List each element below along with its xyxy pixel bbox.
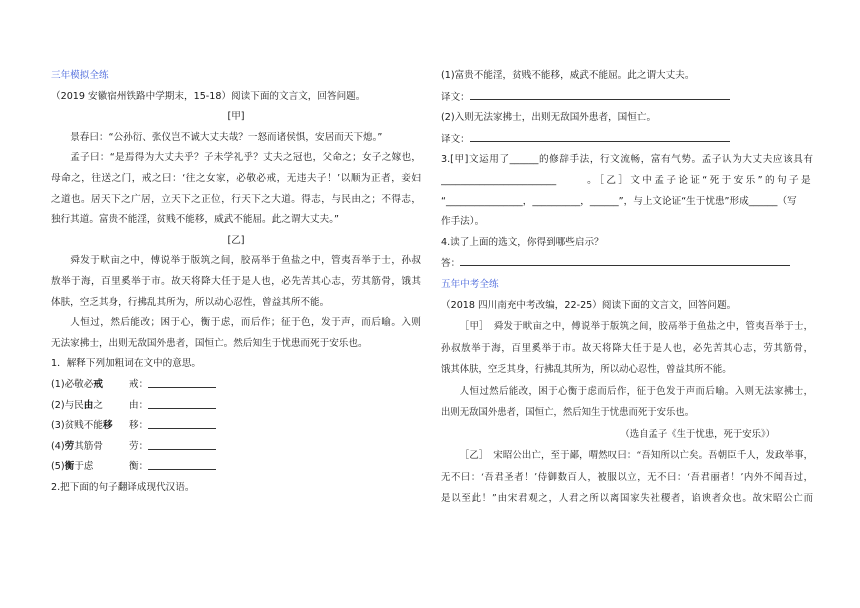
passage-label-jia: [甲]: [227, 111, 245, 123]
vocab-item: [51, 375, 421, 396]
passage-text: 景春曰：“公孙衍、张仪岂不诚大丈夫哉？一怒而诸侯惧，安居而天下熄。”: [70, 131, 383, 143]
translation-label: 译文：: [441, 133, 470, 145]
vocab-item: [51, 437, 421, 458]
passage-source: （2018 四川南充中考改编，22-25）阅读下面的文言文，回答问题。: [441, 299, 737, 311]
translation-label: 译文：: [441, 91, 470, 103]
question-text: 。［乙］文中孟子论证“死于安乐”的句子是: [587, 174, 813, 186]
passage-text: ［乙］ 宋昭公出亡，至于鄙，喟然叹曰：“吾知所以亡矣。吾朝臣千人，发政举事，: [459, 450, 813, 462]
passage-text: 孙叔敖举于海，百里奚举于市。故天将降大任于是人也，必先苦其心志，劳其筋骨，: [441, 342, 813, 354]
sentence-2: (2)入则无法家拂士，出则无敌国外患者，国恒亡。: [441, 112, 657, 124]
vocab-item: [51, 396, 421, 417]
answer-label: 衡：: [129, 461, 149, 473]
passage-text: 无法家拂士，出则无敌国外患者，国恒亡。然后知生于忧患而死于安乐也。: [51, 337, 368, 349]
item-number: (1): [51, 378, 65, 390]
translation-row: [441, 87, 813, 109]
bold-word: 戒: [93, 378, 103, 390]
answer-row: [441, 253, 813, 275]
question-3-line-2: [441, 171, 813, 192]
answer-blank[interactable]: [148, 437, 216, 450]
passage-text: 敖举于海，百里奚举于市。故天将降大任于是人也，必先苦其心志，劳其筋骨，饿其: [51, 275, 421, 287]
passage-text: 人恒过然后能改，困于心衡于虑而后作，征于色发于声而后喻。入则无法家拂士，: [459, 385, 813, 397]
bold-word: 劳: [64, 440, 75, 452]
passage-text: 体肤，空乏其身，行拂乱其所为，所以动心忍性，曾益其所不能。: [51, 296, 330, 308]
sentence-1: (1)富贵不能淫，贫贱不能移，威武不能屈。此之谓大丈夫。: [441, 70, 695, 81]
question-2: 2.把下面的句子翻译成现代汉语。: [51, 481, 195, 493]
bold-word: 由: [83, 399, 94, 411]
passage-text: 舜发于畎亩之中，傅说举于版筑之间，胶鬲举于鱼盐之中，管夷吾举于士，孙叔: [70, 255, 421, 267]
item-number: (3): [51, 420, 65, 432]
answer-label: 答：: [441, 258, 461, 270]
fill-blank[interactable]: ________________________: [441, 174, 557, 186]
translation-blank[interactable]: [470, 87, 730, 100]
answer-label: 由：: [129, 399, 149, 411]
passage-text: 饿其体肤，空乏其身，行拂乱其所为，所以动心忍性，曾益其所不能。: [441, 364, 732, 376]
passage-text: ［甲］ 舜发于畎亩之中，傅说举于版筑之间，胶鬲举于鱼盐之中，管夷吾举于士，: [459, 321, 813, 333]
passage-label-yi: [乙]: [227, 234, 245, 246]
item-number: (2): [51, 399, 65, 411]
right-column: [441, 66, 813, 510]
passage-text: 独行其道。富贵不能淫，贫贱不能移，威武不能屈。此之谓大丈夫。”: [51, 214, 339, 226]
passage-text: 是以至此！”由宋君观之，人君之所以离国家失社稷者，谄谀者众也。故宋昭公亡而: [441, 493, 813, 505]
question-3-line-4: 作手法）。: [441, 216, 485, 228]
vocab-item: [51, 416, 421, 437]
item-text: 必敬必: [64, 378, 94, 390]
answer-label: 戒：: [129, 378, 149, 390]
answer-blank[interactable]: [148, 457, 216, 470]
item-number: (4): [51, 440, 65, 452]
answer-label: 劳：: [129, 440, 149, 452]
passage-text: 人恒过，然后能改；困于心，衡于虑，而后作；征于色，发于声，而后喻。入则: [70, 317, 421, 329]
passage-source: （2019 安徽宿州铁路中学期末，15-18）阅读下面的文言文，回答问题。: [51, 90, 366, 102]
item-text: 贫贱不能: [64, 420, 103, 432]
answer-blank[interactable]: [148, 375, 216, 388]
vocab-item: [51, 457, 421, 478]
left-column: [51, 66, 421, 498]
passage-text: 之道也。居天下之广居，立天下之正位，行天下之大道。得志，与民由之；不得志，: [51, 193, 421, 205]
item-number: (5): [51, 461, 65, 473]
passage-text: 孟子曰：“是焉得为大丈夫乎？子未学礼乎？丈夫之冠也，父命之；女子之嫁也，: [70, 152, 421, 164]
answer-blank[interactable]: [148, 416, 216, 429]
section-heading-three-year: 三年模拟全练: [51, 70, 109, 81]
item-text: 之: [93, 399, 103, 411]
item-text: 其筋骨: [74, 440, 103, 452]
question-1: 1．解释下列加粗词在文中的意思。: [51, 358, 202, 370]
passage-2: [441, 316, 813, 510]
item-text: 与民: [64, 399, 84, 411]
translation-blank[interactable]: [470, 129, 730, 142]
question-3: 3.[甲]文运用了______的修辞手法，行文流畅，富有气势。孟子认为大丈夫应该具有: [441, 154, 813, 166]
answer-blank[interactable]: [460, 253, 790, 266]
bold-word: 移: [102, 420, 113, 432]
passage-text: 无不曰：‘吾君圣者！’侍御数百人，被服以立，无不曰：‘吾君丽者！’内外不闻吾过，: [441, 471, 813, 483]
section-heading-five-year: 五年中考全练: [441, 278, 499, 290]
answer-label: 移：: [129, 420, 149, 432]
item-text: 于虑: [74, 461, 94, 473]
answer-blank[interactable]: [148, 396, 216, 409]
passage-text: 出则无敌国外患者，国恒亡，然后知生于忧患而死于安乐也。: [441, 407, 695, 419]
question-4: 4.读了上面的选文，你得到哪些启示？: [441, 236, 604, 248]
translation-row: [441, 129, 813, 151]
question-3-line-3: “________________，__________，______”，与上文论证“生于忧患”形成______（写: [441, 195, 797, 207]
passage-text: 母命之，往送之门，戒之曰：‘往之女家，必敬必戒，无违夫子！’以顺为正者，妾妇: [51, 172, 421, 184]
bold-word: 衡: [64, 461, 75, 473]
passage-citation: （选自孟子《生于忧患，死于安乐》）: [620, 428, 775, 440]
